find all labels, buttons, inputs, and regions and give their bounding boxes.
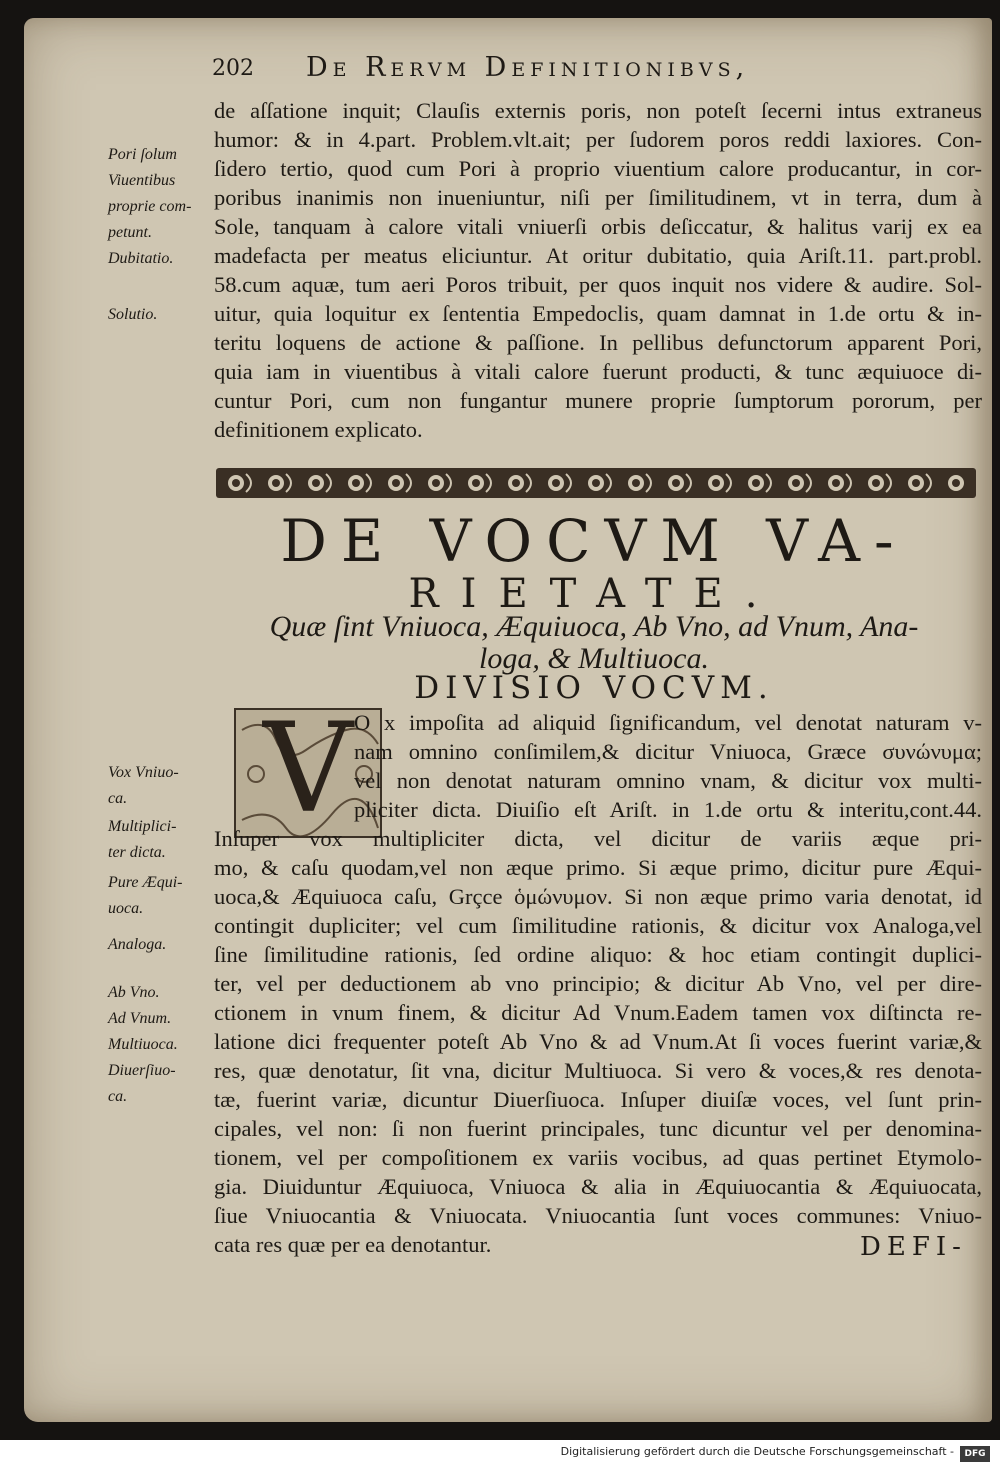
body-line: mo, & caſu quodam,vel non æque primo. Si æque primo, dicitur pure Æqui-: [214, 855, 982, 880]
body-line: uoca,& Æquiuoca caſu, Grçce ὁμώνυμον. Si non æque primo varia denotat, id: [214, 884, 982, 909]
body-line: gia. Diuiduntur Æquiuoca, Vniuoca & alia in Æquiuocantia & Æquiuocata,: [214, 1174, 982, 1199]
catchword: DEFI-: [860, 1232, 967, 1262]
body-line: ctionem in vnum finem, & dicitur Ad Vnum.Eadem tamen vox diſtincta re-: [214, 1000, 982, 1025]
body-line: humor: & in 4.part. Problem.vlt.ait; per ſudorem poros reddi laxiores. Con-: [214, 127, 982, 152]
body-line: teritu loquens de actione & paſſione. In pellibus defunctorum apparent Pori,: [214, 330, 982, 355]
dfg-logo-icon: DFG: [960, 1446, 990, 1462]
footer-credit: Digitalisierung gefördert durch die Deutsche Forschungsgemeinschaft -: [560, 1445, 954, 1458]
body-line: madefacta per meatus eliciuntur. At oritur dubitatio, quia Ariſt.11. part.probl.: [214, 243, 982, 268]
body-line: quia iam in viuentibus à vitali calore fuerunt producti, & tunc æquiuoce di-: [214, 359, 982, 384]
section-title-line-2: RIETATE.: [408, 571, 780, 617]
body-line: cipales, vel non: ſi non fuerint principales, tunc dicuntur vel per denomina-: [214, 1116, 982, 1141]
margin-note: Pure Æqui- uoca.: [108, 874, 183, 917]
initial-letter: V: [263, 708, 353, 838]
margin-note: Dubitatio.: [108, 250, 174, 267]
body-line: tæ, fuerint variæ, dicuntur Diuerſiuoca. Inſuper diuiſæ voces, vel ſunt prin-: [214, 1087, 982, 1112]
running-head: [212, 52, 972, 90]
margin-note: Multiplici- ter dicta.: [108, 818, 177, 861]
body-line: ter, vel per deductionem ab vno principio; & dicitur Ab Vno, vel per dire-: [214, 971, 982, 996]
body-line: vel non denotat naturam omnino vnam, & dicitur vox multi-: [354, 768, 982, 793]
body-line: O x impoſita ad aliquid ſignificandum, vel denotat naturam v-: [354, 710, 982, 735]
book-page: [24, 18, 992, 1422]
margin-note: Ab Vno. Ad Vnum. Multiuoca. Diuerſiuo- ca.: [108, 984, 178, 1105]
body-line: poribus inanimis non inueniuntur, niſi per ſimilitudinem, vt in terra, dum à: [214, 185, 982, 210]
body-line: ſidero tertio, quod cum Pori à proprio viuentium calore producantur, in cor-: [214, 156, 982, 181]
body-line: de aſſatione inquit; Clauſis externis poris, non poteſt ſecerni intus extraneus: [214, 98, 982, 123]
body-line: pliciter dicta. Diuiſio eſt Ariſt. in 1.de ortu & interitu,cont.44.: [354, 797, 982, 822]
body-line: res, quæ denotatur, ſit vna, dicitur Multiuoca. Si vero & voces,& res denota-: [214, 1058, 982, 1083]
body-line: ſiue Vniuocantia & Vniuocata. Vniuocantia ſunt voces communes: Vniuo-: [214, 1203, 982, 1228]
subtitle-line-2: loga, & Multiuoca.: [479, 642, 709, 675]
body-line: contingit dupliciter; vel cum ſimilitudine rationis, & dicitur vox Analoga,vel: [214, 913, 982, 938]
section-title-line-1: DE VOCVM VA-: [280, 507, 908, 575]
ornament-band: [216, 466, 976, 500]
body-line: nam omnino conſimilem,& dicitur Vniuoca, Græce συνώνυμα;: [354, 739, 982, 764]
margin-note: Vox Vniuo- ca.: [108, 764, 179, 807]
margin-note: Analoga.: [108, 936, 167, 953]
subtitle-line-1: Quæ ſint Vniuoca, Æquiuoca, Ab Vno, ad Vnum, Ana-: [269, 610, 919, 643]
body-line: uitur, quia loquitur ex ſententia Empedoclis, quam damnat in 1.de ortu & in-: [214, 301, 982, 326]
body-line: latione dici frequenter poteſt Ab Vno & ad Vnum.At ſi voces fuerint variæ,&: [214, 1029, 982, 1054]
body-line: cata res quæ per ea denotantur.: [214, 1232, 492, 1257]
division-heading: DIVISIO VOCVM.: [414, 670, 774, 706]
running-title: De Rervm Definitionibvs,: [306, 52, 750, 83]
body-line: cuntur Pori, cum non fungantur munere proprie ſumptorum pororum, per: [214, 388, 982, 413]
body-line: Inſuper vox multipliciter dicta, vel dicitur de variis æque pri-: [214, 826, 982, 851]
body-line: 58.cum aquæ, tum aeri Poros tribuit, per quos inquit nos videre & audire. Sol-: [214, 272, 982, 297]
footer-bar: [0, 1442, 1000, 1468]
body-line: Sole, tanquam à calore vitali vniuerſi orbis deſiccatur, & halitus varij ex ea: [214, 214, 982, 239]
body-line: ſine ſimilitudine rationis, ſed ordine aliquo: & hoc etiam contingit duplici-: [214, 942, 982, 967]
page-number: 202: [212, 56, 254, 81]
margin-note: Solutio.: [108, 306, 158, 323]
body-line: tionem, vel per compoſitionem ex variis vocibus, ad quas pertinet Etymolo-: [214, 1145, 982, 1170]
margin-note: Pori ſolum Viuentibus proprie com- petunt.: [108, 146, 192, 241]
body-line: definitionem explicato.: [214, 417, 423, 442]
